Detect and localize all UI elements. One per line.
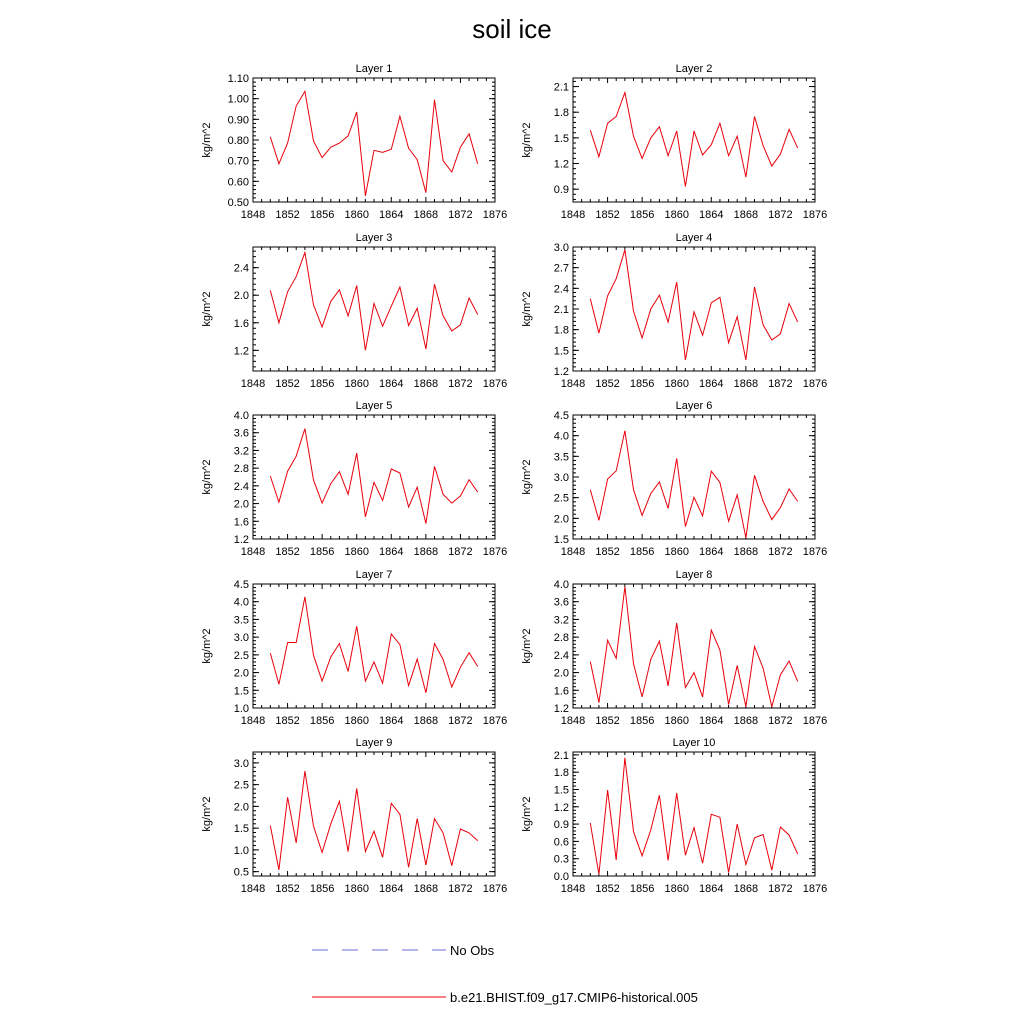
x-tick-label: 1848 — [560, 209, 586, 221]
series-line — [590, 758, 797, 875]
y-tick-label: 1.2 — [553, 366, 569, 378]
x-tick-label: 1868 — [413, 715, 439, 727]
y-tick-label: 2.8 — [553, 632, 569, 645]
y-tick-label: 3.5 — [233, 614, 249, 627]
x-tick-label: 1852 — [275, 715, 300, 727]
x-tick-label: 1876 — [482, 209, 508, 221]
panel-10 — [521, 737, 827, 895]
plot-frame — [253, 415, 495, 539]
x-tick-label: 1872 — [768, 378, 793, 390]
y-tick-label: 1.2 — [233, 534, 249, 546]
x-tick-label: 1848 — [240, 715, 266, 727]
x-tick-label: 1860 — [664, 883, 689, 895]
y-tick-label: 1.5 — [553, 132, 569, 145]
plot-frame — [253, 78, 495, 202]
y-tick-label: 0.80 — [227, 135, 249, 147]
y-tick-label: 0.50 — [227, 197, 249, 209]
y-tick-label: 1.8 — [553, 324, 569, 337]
x-tick-label: 1868 — [733, 209, 759, 221]
x-tick-label: 1872 — [768, 546, 793, 558]
y-tick-label: 2.4 — [233, 480, 249, 493]
y-tick-label: 2.1 — [553, 304, 569, 316]
series-line — [270, 429, 477, 524]
series-line — [270, 91, 477, 195]
y-tick-label: 1.5 — [553, 345, 569, 358]
x-tick-label: 1852 — [595, 209, 620, 221]
y-tick-label: 0.5 — [233, 866, 249, 879]
y-tick-label: 2.0 — [553, 667, 569, 680]
x-tick-label: 1876 — [482, 546, 508, 558]
y-axis-label: kg/m^2 — [521, 628, 533, 664]
x-tick-label: 1856 — [309, 209, 335, 221]
x-tick-label: 1868 — [413, 209, 439, 221]
x-tick-label: 1852 — [595, 378, 620, 390]
y-tick-label: 3.0 — [553, 242, 569, 254]
x-tick-label: 1856 — [629, 715, 655, 727]
x-tick-label: 1856 — [309, 715, 335, 727]
y-tick-label: 1.2 — [553, 801, 569, 814]
x-tick-label: 1848 — [240, 546, 266, 558]
y-tick-label: 1.5 — [553, 784, 569, 797]
x-tick-label: 1864 — [379, 715, 404, 727]
panel-title: Layer 9 — [355, 737, 393, 749]
x-tick-label: 1860 — [664, 209, 689, 221]
y-tick-label: 2.0 — [233, 801, 249, 814]
panel-title: Layer 7 — [355, 569, 393, 581]
x-tick-label: 1868 — [413, 378, 439, 390]
y-axis-label: kg/m^2 — [201, 459, 213, 495]
x-tick-label: 1852 — [275, 883, 300, 895]
x-tick-label: 1876 — [482, 883, 508, 895]
y-tick-label: 1.10 — [227, 73, 249, 85]
y-tick-label: 4.0 — [233, 410, 249, 422]
y-axis-label: kg/m^2 — [201, 291, 213, 327]
y-tick-label: 3.6 — [553, 596, 569, 609]
panel-title: Layer 8 — [675, 569, 713, 581]
y-tick-label: 4.0 — [553, 430, 569, 443]
y-tick-label: 1.6 — [553, 685, 569, 698]
panel-title: Layer 4 — [675, 232, 713, 244]
x-tick-label: 1864 — [699, 715, 724, 727]
plot-frame — [573, 247, 815, 371]
page-title: soil ice — [472, 14, 552, 44]
panel-title: Layer 3 — [355, 232, 393, 244]
x-tick-label: 1860 — [344, 883, 369, 895]
y-tick-label: 2.0 — [233, 667, 249, 680]
y-tick-label: 2.5 — [553, 492, 569, 505]
panel-title: Layer 10 — [672, 737, 716, 749]
x-tick-label: 1872 — [448, 546, 473, 558]
x-tick-label: 1848 — [240, 883, 266, 895]
y-axis-label: kg/m^2 — [521, 796, 533, 832]
y-tick-label: 1.6 — [233, 317, 249, 330]
x-tick-label: 1848 — [560, 546, 586, 558]
x-tick-label: 1876 — [802, 715, 828, 727]
x-tick-label: 1848 — [560, 378, 586, 390]
x-tick-label: 1860 — [344, 546, 369, 558]
y-tick-label: 3.0 — [233, 632, 249, 645]
y-tick-label: 2.1 — [553, 749, 569, 762]
x-tick-label: 1876 — [802, 209, 828, 221]
y-tick-label: 1.8 — [553, 767, 569, 780]
series-line — [270, 253, 477, 351]
y-tick-label: 1.2 — [233, 345, 249, 358]
panel-title: Layer 6 — [675, 400, 713, 412]
x-tick-label: 1872 — [768, 209, 793, 221]
x-tick-label: 1852 — [275, 209, 300, 221]
y-tick-label: 0.60 — [227, 176, 249, 189]
y-tick-label: 1.5 — [233, 823, 249, 836]
y-tick-label: 0.9 — [553, 184, 569, 197]
x-tick-label: 1868 — [733, 546, 759, 558]
x-tick-label: 1872 — [448, 378, 473, 390]
x-tick-label: 1860 — [344, 378, 369, 390]
y-tick-label: 3.5 — [553, 451, 569, 464]
x-tick-label: 1868 — [413, 883, 439, 895]
x-tick-label: 1868 — [733, 378, 759, 390]
x-tick-label: 1864 — [379, 546, 404, 558]
plot-frame — [573, 752, 815, 876]
x-tick-label: 1852 — [595, 715, 620, 727]
legend-label-no-obs: No Obs — [450, 943, 495, 958]
y-tick-label: 4.0 — [233, 596, 249, 609]
x-tick-label: 1852 — [595, 883, 620, 895]
x-tick-label: 1856 — [309, 546, 335, 558]
x-tick-label: 1864 — [379, 209, 404, 221]
y-tick-label: 3.0 — [553, 472, 569, 484]
y-axis-label: kg/m^2 — [201, 796, 213, 832]
plot-frame — [253, 584, 495, 708]
panel-4 — [521, 232, 827, 390]
x-tick-label: 1876 — [802, 378, 828, 390]
x-tick-label: 1860 — [664, 546, 689, 558]
series-line — [590, 250, 797, 360]
y-tick-label: 1.5 — [553, 534, 569, 546]
y-tick-label: 0.0 — [553, 871, 569, 883]
y-tick-label: 1.2 — [553, 158, 569, 171]
x-tick-label: 1860 — [664, 378, 689, 390]
x-tick-label: 1864 — [699, 546, 724, 558]
plot-frame — [573, 78, 815, 202]
x-tick-label: 1856 — [309, 378, 335, 390]
series-line — [270, 597, 477, 693]
x-tick-label: 1856 — [629, 378, 655, 390]
y-tick-label: 2.4 — [233, 262, 249, 275]
series-line — [590, 587, 797, 707]
x-tick-label: 1864 — [379, 378, 404, 390]
y-tick-label: 1.2 — [553, 703, 569, 715]
x-tick-label: 1864 — [699, 209, 724, 221]
y-tick-label: 4.5 — [233, 579, 249, 591]
series-line — [270, 771, 477, 870]
x-tick-label: 1856 — [309, 883, 335, 895]
y-tick-label: 2.0 — [233, 290, 249, 303]
x-tick-label: 1868 — [733, 883, 759, 895]
y-tick-label: 1.0 — [233, 703, 249, 715]
y-tick-label: 2.5 — [233, 779, 249, 792]
y-tick-label: 2.0 — [553, 513, 569, 526]
y-tick-label: 1.0 — [233, 844, 249, 857]
x-tick-label: 1876 — [482, 378, 508, 390]
x-tick-label: 1864 — [699, 883, 724, 895]
y-tick-label: 2.4 — [553, 283, 569, 296]
x-tick-label: 1876 — [802, 883, 828, 895]
y-tick-label: 1.5 — [233, 685, 249, 698]
y-tick-label: 0.70 — [227, 155, 249, 168]
panel-9 — [201, 737, 507, 895]
panel-2 — [521, 63, 827, 221]
panel-title: Layer 2 — [675, 63, 713, 75]
x-tick-label: 1860 — [664, 715, 689, 727]
x-tick-label: 1872 — [448, 209, 473, 221]
x-tick-label: 1848 — [560, 883, 586, 895]
panel-title: Layer 1 — [355, 63, 393, 75]
x-tick-label: 1872 — [768, 715, 793, 727]
y-tick-label: 2.8 — [233, 463, 249, 476]
y-tick-label: 3.2 — [553, 614, 569, 627]
y-tick-label: 0.9 — [553, 819, 569, 832]
panel-title: Layer 5 — [355, 400, 393, 412]
x-tick-label: 1848 — [240, 378, 266, 390]
plot-frame — [573, 584, 815, 708]
y-tick-label: 1.8 — [553, 107, 569, 120]
x-tick-label: 1852 — [275, 546, 300, 558]
x-tick-label: 1872 — [768, 883, 793, 895]
y-tick-label: 1.00 — [227, 93, 249, 106]
panel-8 — [521, 569, 827, 727]
x-tick-label: 1864 — [699, 378, 724, 390]
x-tick-label: 1848 — [560, 715, 586, 727]
series-line — [590, 93, 797, 187]
x-tick-label: 1868 — [733, 715, 759, 727]
x-tick-label: 1864 — [379, 883, 404, 895]
x-tick-label: 1860 — [344, 715, 369, 727]
y-tick-label: 1.6 — [233, 516, 249, 529]
y-tick-label: 3.6 — [233, 427, 249, 440]
series-line — [590, 431, 797, 538]
y-tick-label: 2.1 — [553, 81, 569, 94]
x-tick-label: 1856 — [629, 546, 655, 558]
x-tick-label: 1848 — [240, 209, 266, 221]
y-tick-label: 2.5 — [233, 649, 249, 662]
y-tick-label: 4.0 — [553, 579, 569, 591]
y-axis-label: kg/m^2 — [201, 122, 213, 158]
x-tick-label: 1876 — [802, 546, 828, 558]
y-tick-label: 2.4 — [553, 649, 569, 662]
panel-7 — [201, 569, 507, 727]
panel-1 — [201, 63, 507, 221]
legend-label-model: b.e21.BHIST.f09_g17.CMIP6-historical.005 — [450, 990, 698, 1005]
panel-3 — [201, 232, 507, 390]
y-tick-label: 0.90 — [227, 114, 249, 127]
x-tick-label: 1860 — [344, 209, 369, 221]
x-tick-label: 1856 — [629, 209, 655, 221]
y-axis-label: kg/m^2 — [201, 628, 213, 664]
x-tick-label: 1852 — [595, 546, 620, 558]
x-tick-label: 1872 — [448, 715, 473, 727]
panel-6 — [521, 400, 827, 558]
x-tick-label: 1876 — [482, 715, 508, 727]
plot-frame — [253, 752, 495, 876]
x-tick-label: 1872 — [448, 883, 473, 895]
y-axis-label: kg/m^2 — [521, 459, 533, 495]
y-tick-label: 3.0 — [233, 757, 249, 770]
plot-frame — [253, 247, 495, 371]
y-tick-label: 2.7 — [553, 262, 569, 275]
y-axis-label: kg/m^2 — [521, 291, 533, 327]
y-tick-label: 4.5 — [553, 410, 569, 422]
x-tick-label: 1856 — [629, 883, 655, 895]
y-tick-label: 0.3 — [553, 853, 569, 866]
y-axis-label: kg/m^2 — [521, 122, 533, 158]
panel-5 — [201, 400, 507, 558]
y-tick-label: 0.6 — [553, 836, 569, 849]
y-tick-label: 2.0 — [233, 498, 249, 511]
x-tick-label: 1868 — [413, 546, 439, 558]
x-tick-label: 1852 — [275, 378, 300, 390]
y-tick-label: 3.2 — [233, 445, 249, 458]
